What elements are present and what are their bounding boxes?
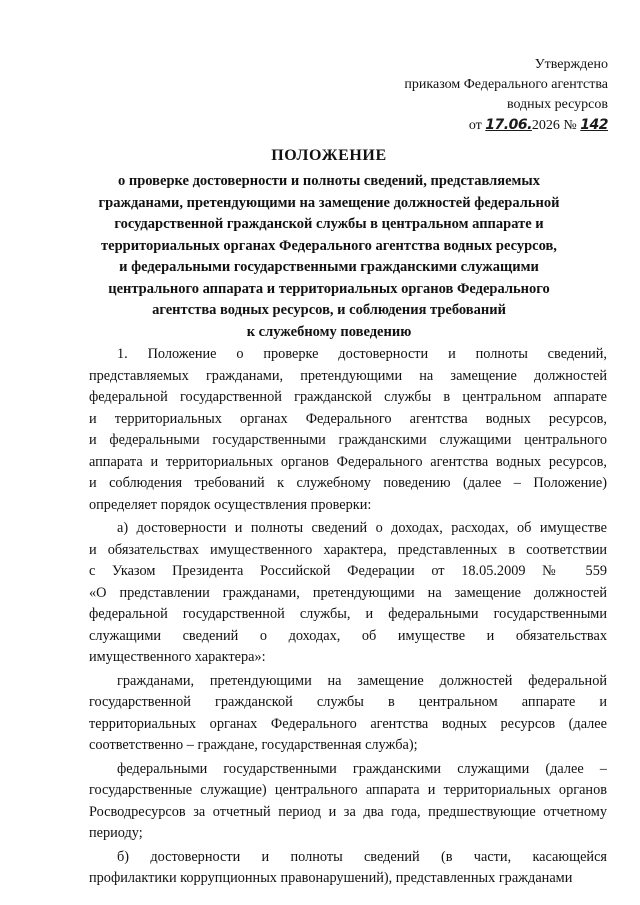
- subtitle-line: агентства водных ресурсов, и соблюдения требований: [152, 302, 506, 318]
- paragraph-line: и обязательствах имущественного характера, представленных в соответствии: [89, 541, 607, 558]
- paragraph-line: государственной гражданской службы в центральном аппарате и: [89, 694, 607, 710]
- paragraph-line: и территориальных органах Федерального агентства водных ресурсов,: [89, 410, 607, 427]
- paragraph-line: а) достоверности и полноты сведений о доходах, расходах, об имуществе: [117, 520, 607, 536]
- handwritten-date: 17.06.: [485, 117, 532, 133]
- paragraph-line: федеральной государственной гражданской службы в центральном аппарате: [89, 389, 607, 405]
- paragraph-line: гражданами, претендующими на замещение должностей федеральной: [117, 672, 607, 689]
- paragraph-line: территориальных органах Федерального агентства водных ресурсов (далее: [89, 715, 607, 732]
- paragraph-line: определяет порядок осуществления проверки:: [89, 496, 372, 513]
- approval-line-agency: водных ресурсов: [506, 97, 608, 112]
- body-paragraph: [89, 759, 607, 845]
- paragraph-line: 1. Положение о проверке достоверности и полноты сведений,: [117, 346, 607, 362]
- subtitle-line: центрального аппарата и территориальных органов Федерального: [108, 280, 550, 297]
- body-paragraph: [89, 344, 607, 516]
- date-year: 2026: [531, 118, 560, 133]
- approval-line-order: приказом Федерального агентства: [404, 77, 608, 92]
- subtitle-line: и федеральными государственными гражданскими служащими: [119, 259, 539, 275]
- paragraph-line: аппарата и территориальных органов Федерального агентства водных ресурсов,: [89, 453, 607, 470]
- paragraph-line: федеральной государственной службы, и федеральными государственными: [89, 606, 607, 622]
- paragraph-line: федеральными государственными гражданскими служащими (далее –: [117, 760, 607, 777]
- paragraph-line: с Указом Президента Российской Федерации от 18.05.2009 № 559: [89, 563, 607, 579]
- body-paragraph: [89, 518, 607, 669]
- body-paragraph: [89, 671, 607, 757]
- paragraph-line: государственные служащие) центрального аппарата и территориальных органов: [89, 782, 607, 798]
- approval-stamp-block: [348, 55, 608, 136]
- paragraph-line: б) достоверности и полноты сведений (в части, касающейся: [117, 848, 607, 865]
- paragraph-line: служащими сведений о доходах, об имуществе и обязательствах: [89, 627, 607, 644]
- paragraph-line: и соблюдения требований к служебному поведению (далее – Положение): [89, 475, 607, 491]
- document-subtitle: [40, 171, 618, 343]
- date-prefix: от: [468, 118, 486, 133]
- paragraph-line: имущественного характера»:: [89, 649, 266, 665]
- subtitle-line: государственной гражданской службы в центральном аппарате и: [114, 216, 544, 232]
- paragraph-line: Росводресурсов за отчетный период и за два года, предшествующие отчетному: [89, 803, 607, 820]
- approval-date-line: [348, 115, 608, 136]
- subtitle-line: о проверке достоверности и полноты сведений, представляемых: [118, 173, 540, 189]
- document-title: ПОЛОЖЕНИЕ: [271, 147, 387, 164]
- subtitle-line: к служебному поведению: [246, 323, 412, 340]
- paragraph-line: соответственно – граждане, государственная служба);: [89, 737, 418, 753]
- paragraph-line: профилактики коррупционных правонарушений), представленных гражданами: [89, 870, 573, 886]
- paragraph-line: «О представлении гражданами, претендующими на замещение должностей: [89, 584, 607, 601]
- paragraph-line: представляемых гражданами, претендующими на замещение должностей: [89, 367, 607, 384]
- handwritten-order-number: 142: [580, 117, 608, 133]
- paragraph-line: и федеральными государственными гражданскими служащими центрального: [89, 432, 607, 448]
- title-block: [40, 145, 618, 343]
- paragraph-line: периоду;: [89, 825, 143, 841]
- number-prefix: №: [559, 118, 581, 133]
- subtitle-line: гражданами, претендующими на замещение должностей федеральной: [98, 194, 560, 211]
- body-paragraph: [89, 847, 607, 890]
- approval-line-approved: Утверждено: [534, 57, 608, 72]
- subtitle-line: территориальных органах Федерального агентства водных ресурсов,: [101, 237, 557, 254]
- document-body: [89, 344, 607, 892]
